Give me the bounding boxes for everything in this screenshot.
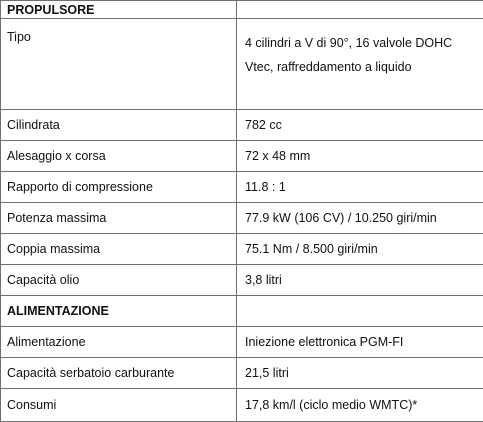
section-header-propulsore: [1, 1, 483, 19]
section-title: PROPULSORE: [1, 1, 237, 19]
spec-value: 75.1 Nm / 8.500 giri/min: [237, 234, 483, 265]
spec-label: Consumi: [1, 389, 237, 422]
section-title: ALIMENTAZIONE: [1, 296, 237, 327]
spec-row: [1, 389, 483, 422]
spec-label: Cilindrata: [1, 110, 237, 141]
spec-row: [1, 265, 483, 296]
spec-value: 17,8 km/l (ciclo medio WMTC)*: [237, 389, 483, 422]
spec-value: 72 x 48 mm: [237, 141, 483, 172]
spec-row: [1, 327, 483, 358]
spec-value: 4 cilindri a V di 90°, 16 valvole DOHC Vtec, raffreddamento a liquido: [237, 19, 483, 110]
section-blank-cell: [237, 1, 483, 19]
spec-value: Iniezione elettronica PGM-FI: [237, 327, 483, 358]
spec-label: Alimentazione: [1, 327, 237, 358]
spec-label: Capacità olio: [1, 265, 237, 296]
spec-row: [1, 172, 483, 203]
spec-value: 77.9 kW (106 CV) / 10.250 giri/min: [237, 203, 483, 234]
spec-value: 782 cc: [237, 110, 483, 141]
spec-row: [1, 141, 483, 172]
spec-row: [1, 358, 483, 389]
section-blank-cell: [237, 296, 483, 327]
spec-label: Tipo: [1, 19, 237, 110]
spec-value: 21,5 litri: [237, 358, 483, 389]
spec-label: Potenza massima: [1, 203, 237, 234]
spec-label: Alesaggio x corsa: [1, 141, 237, 172]
spec-row: [1, 19, 483, 110]
spec-label: Capacità serbatoio carburante: [1, 358, 237, 389]
spec-label: Rapporto di compressione: [1, 172, 237, 203]
spec-row: [1, 234, 483, 265]
spec-value: 3,8 litri: [237, 265, 483, 296]
spec-row: [1, 110, 483, 141]
spec-row: [1, 203, 483, 234]
spec-value: 11.8 : 1: [237, 172, 483, 203]
section-header-alimentazione: [1, 296, 483, 327]
spec-label: Coppia massima: [1, 234, 237, 265]
